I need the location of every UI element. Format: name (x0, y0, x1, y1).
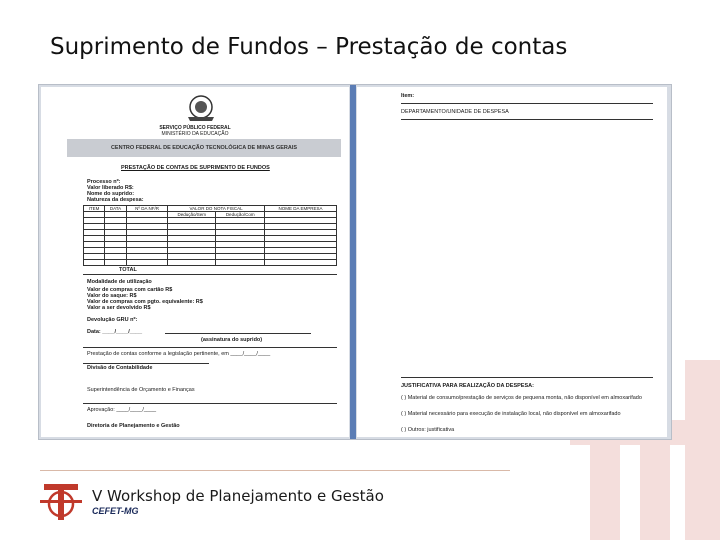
col-nf: Nº DA NF/R (126, 206, 167, 212)
slide-title: Suprimento de Fundos – Prestação de contas (50, 34, 568, 60)
form-title: PRESTAÇÃO DE CONTAS DE SUPRIMENTO DE FUNDOS (121, 165, 270, 171)
superintendencia-label: Superintendência de Orçamento e Finanças (87, 387, 195, 393)
workshop-title: V Workshop de Planejamento e Gestão (92, 487, 384, 505)
signature-label: (assinatura do suprido) (201, 337, 263, 343)
field-valor-liberado: Valor liberado R$: (87, 185, 134, 191)
subcol-2: Dedução/Com (216, 212, 265, 218)
table-row (84, 260, 337, 266)
approved-line: Aprovação: ____/____/____ (87, 407, 157, 413)
approval-line: Prestação de contas conforme a legislação pertinente, em ____/____/____ (87, 351, 271, 357)
dept-rule (401, 119, 653, 120)
coat-of-arms-icon (184, 93, 218, 123)
footer-rule (40, 470, 510, 471)
justification-option-1: ( ) Material de consumo/prestação de serviços de pequena monta, não disponível em almoxarifado (401, 395, 642, 401)
devolucao-field: Devolução GRU nº: (87, 317, 138, 323)
col-empresa: NOME DA EMPRESA (265, 206, 337, 212)
expense-table (83, 205, 337, 266)
total-label: TOTAL (119, 267, 137, 273)
utilization-line-4: Valor a ser devolvido R$ (87, 305, 151, 311)
section-rule (83, 347, 337, 348)
contabilidade-label: Divisão de Contabilidade (87, 365, 153, 371)
date-field: Data: ____/____/____ (87, 329, 143, 335)
institution-banner (67, 139, 341, 157)
utilization-title: Modalidade de utilização (87, 279, 152, 285)
justification-title: JUSTIFICATIVA PARA REALIZAÇÃO DA DESPESA: (401, 383, 534, 389)
col-valor: VALOR DO NOTA FISCAL (168, 206, 265, 212)
form-page-left (41, 87, 349, 437)
signature-line (165, 333, 311, 334)
col-item: ITEM (84, 206, 105, 212)
dept-label: DEPARTAMENTO/UNIDADE DE DESPESA (401, 109, 509, 115)
utilization-line-2: Valor do saque: R$ (87, 293, 137, 299)
header-line-2: MINISTÉRIO DA EDUCAÇÃO (161, 131, 229, 137)
section-rule-2 (83, 403, 337, 404)
diretoria-label: Diretoria de Planejamento e Gestão (87, 423, 180, 429)
justification-option-2: ( ) Material necessário para execução de instalação local, não disponível em almoxarifado (401, 411, 621, 417)
justification-rule (401, 377, 653, 378)
justification-option-3: ( ) Outros: justificativa (401, 427, 455, 433)
item-rule (401, 103, 653, 104)
field-processo: Processo nº: (87, 179, 121, 185)
utilization-line-1: Valor de compras com cartão R$ (87, 287, 173, 293)
utilization-line-3: Valor de compras com pgto. equivalente: R$ (87, 299, 203, 305)
item-label: Item: (401, 93, 415, 99)
document-scan (38, 84, 672, 440)
total-rule (83, 274, 337, 275)
subcol-1: Dedução/Sem (168, 212, 216, 218)
col-data: DATA (105, 206, 127, 212)
field-natureza: Natureza da despesa: (87, 197, 144, 203)
page-divider (350, 85, 356, 439)
cefet-logo-icon (40, 478, 82, 524)
brand-name: CEFET-MG (92, 506, 139, 516)
field-nome-suprido: Nome do suprido: (87, 191, 135, 197)
institution-name: CENTRO FEDERAL DE EDUCAÇÃO TECNOLÓGICA DE MINAS GERAIS (110, 145, 298, 151)
header-line-1: SERVIÇO PÚBLICO FEDERAL (159, 125, 231, 131)
contab-rule (83, 363, 209, 364)
form-page-right (357, 87, 667, 437)
